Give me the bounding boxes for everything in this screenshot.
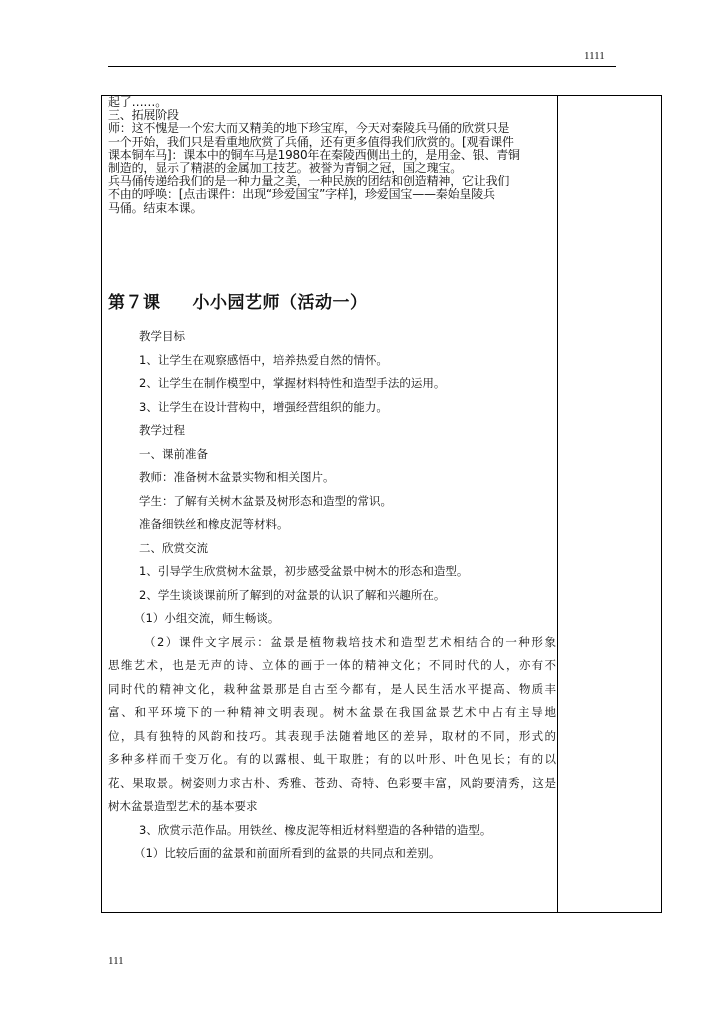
table-column-divider <box>557 95 558 913</box>
goal-item: 3、让学生在设计营构中，增强经营组织的能力。 <box>139 399 388 414</box>
lesson-title: 小小园艺师（活动一） <box>192 293 368 313</box>
lesson-number: 第７课 <box>108 293 161 313</box>
footer-page-number: 111 <box>108 955 124 967</box>
previous-lesson-text <box>108 96 554 215</box>
guide-item: 1、引导学生欣赏树木盆景，初步感受盆景中树木的形态和造型。 <box>139 564 469 578</box>
text-line: 起了……。 <box>108 96 168 109</box>
text-line: 三、拓展阶段 <box>108 109 179 123</box>
header-rule <box>108 66 616 67</box>
paragraph-line: 多种多样而千变万化。有的以露根、虬干取胜；有的以叶形、叶色见长；有的以 <box>108 752 556 766</box>
paragraph-line: 位，具有独特的风韵和技巧。其表现手法随着地区的差异，取材的不同，形式的 <box>108 728 556 743</box>
goals-heading: 教学目标 <box>139 329 185 343</box>
goal-item: 1、让学生在观察感悟中，培养热爱自然的情怀。 <box>139 352 388 367</box>
student-prep: 学生：了解有关树木盆景及树形态和造型的常识。 <box>139 493 392 508</box>
guide-item: 3、欣赏示范作品。用铁丝、橡皮泥等相近材料塑造的各种错的造型。 <box>139 822 492 837</box>
goal-item: 2、让学生在制作模型中，掌握材料特性和造型手法的运用。 <box>139 376 446 390</box>
text-line: 制造的，显示了精湛的金属加工技艺。被誉为青铜之冠，国之瑰宝。 <box>108 162 463 176</box>
text-line: 一个开始，我们只是看重地欣赏了兵俑，还有更多值得我们欣赏的。[观看课件 <box>108 135 514 149</box>
process-heading: 教学过程 <box>139 423 185 437</box>
text-line: 不由的呼唤：[点击课件：出现“珍爱国宝”字样]，珍爱国宝——秦始皇陵兵 <box>108 188 495 202</box>
sub-item: （1）比较后面的盆景和前面所看到的盆景的共同点和差别。 <box>134 846 441 860</box>
paragraph-line: 富、和平环境下的一种精神文明表现。树木盆景在我国盆景艺术中占有主导地 <box>108 705 556 719</box>
materials-prep: 准备细铁丝和橡皮泥等材料。 <box>139 517 289 531</box>
sub-item: （1）小组交流，师生畅谈。 <box>134 611 280 625</box>
paragraph-line: 同时代的精神文化，栽种盆景那是自古至今都有，是人民生活水平提高、物质丰 <box>108 681 556 696</box>
lesson-heading <box>108 288 368 313</box>
step-heading: 一、课前准备 <box>139 446 208 461</box>
guide-item: 2、学生谈谈课前所了解到的对盆景的认识了解和兴趣所在。 <box>139 587 446 602</box>
paragraph-line: 花、果取景。树姿则力求古朴、秀雅、苍劲、奇特、色彩要丰富，风韵要清秀，这是 <box>108 775 556 790</box>
step-heading: 二、欣赏交流 <box>139 540 208 555</box>
text-line: 兵马俑传递给我们的是一种力量之美，一种民族的团结和创造精神，它让我们 <box>108 175 510 189</box>
text-line: 马俑。结束本课。 <box>108 201 203 215</box>
teacher-prep: 教师：准备树木盆景实物和相关图片。 <box>139 470 335 484</box>
paragraph-line: 思维艺术，也是无声的诗、立体的画于一体的精神文化；不同时代的人，亦有不 <box>108 658 556 672</box>
lesson-body <box>108 325 556 866</box>
paragraph-line: 树木盆景造型艺术的基本要求 <box>108 799 258 813</box>
text-line: 课本铜车马]：课本中的铜车马是1980年在秦陵西侧出土的，是用金、银、青铜 <box>108 148 520 162</box>
paragraph-line: （2）课件文字展示：盆景是植物栽培技术和造型艺术相结合的一种形象 <box>144 634 556 649</box>
header-page-number: 1111 <box>584 50 605 62</box>
text-line: 师：这不愧是一个宏大而又精美的地下珍宝库，今天对秦陵兵马俑的欣赏只是 <box>108 122 510 136</box>
